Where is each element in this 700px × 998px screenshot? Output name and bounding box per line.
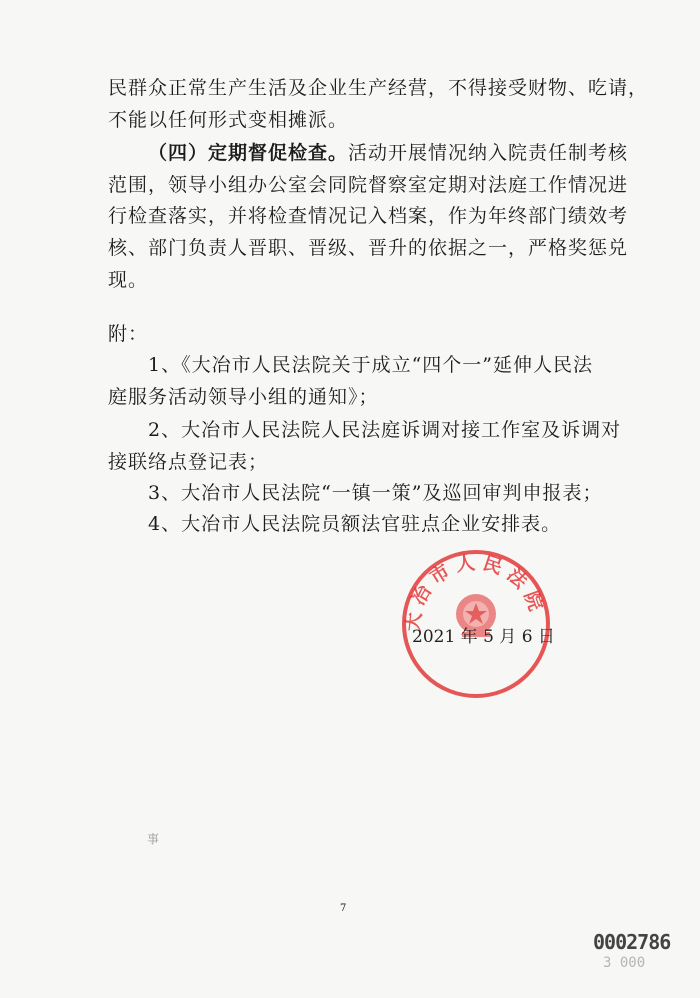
attachments-label: 附： [108, 323, 149, 345]
attachment-item-3: 3、大冶市人民法院“一镇一策”及巡回审判申报表； [148, 482, 603, 504]
paragraph-line: 核、部门负责人晋职、晋级、晋升的依据之一，严格奖惩兑 [108, 237, 629, 259]
scan-smudge: 事 [147, 832, 160, 846]
paragraph-line: 不能以任何形式变相摊派。 [108, 109, 349, 131]
archive-stamp-number: 0002786 [593, 930, 671, 954]
paragraph-line: 民群众正常生产生活及企业生产经营，不得接受财物、吃请， [108, 77, 649, 99]
page-number: 7 [340, 903, 347, 914]
section-4-heading: （四）定期督促检查。 [148, 142, 349, 164]
paragraph-line: 行检查落实，并将检查情况记入档案，作为年终部门绩效考 [108, 205, 629, 227]
attachment-item-2-cont: 接联络点登记表； [108, 451, 269, 473]
document-date: 2021 年 5 月 6 日 [412, 627, 555, 647]
attachment-item-1-cont: 庭服务活动领导小组的通知》； [108, 386, 379, 408]
attachment-item-1: 1、《大冶市人民法院关于成立“四个一”延伸人民法 [148, 354, 594, 376]
section-4-line [148, 141, 629, 165]
seal-text: 大冶市人民法院 [402, 551, 549, 633]
attachment-item-4: 4、大冶市人民法院员额法官驻点企业安排表。 [148, 513, 562, 535]
paragraph-line: 范围，领导小组办公室会同院督察室定期对法庭工作情况进 [108, 174, 629, 196]
official-seal [400, 548, 552, 700]
archive-stamp-faint: 3 000 [603, 955, 646, 971]
paragraph-line: 现。 [108, 269, 149, 291]
paragraph-text: 活动开展情况纳入院责任制考核 [348, 142, 629, 164]
attachment-item-2: 2、大冶市人民法院人民法庭诉调对接工作室及诉调对 [148, 419, 622, 441]
